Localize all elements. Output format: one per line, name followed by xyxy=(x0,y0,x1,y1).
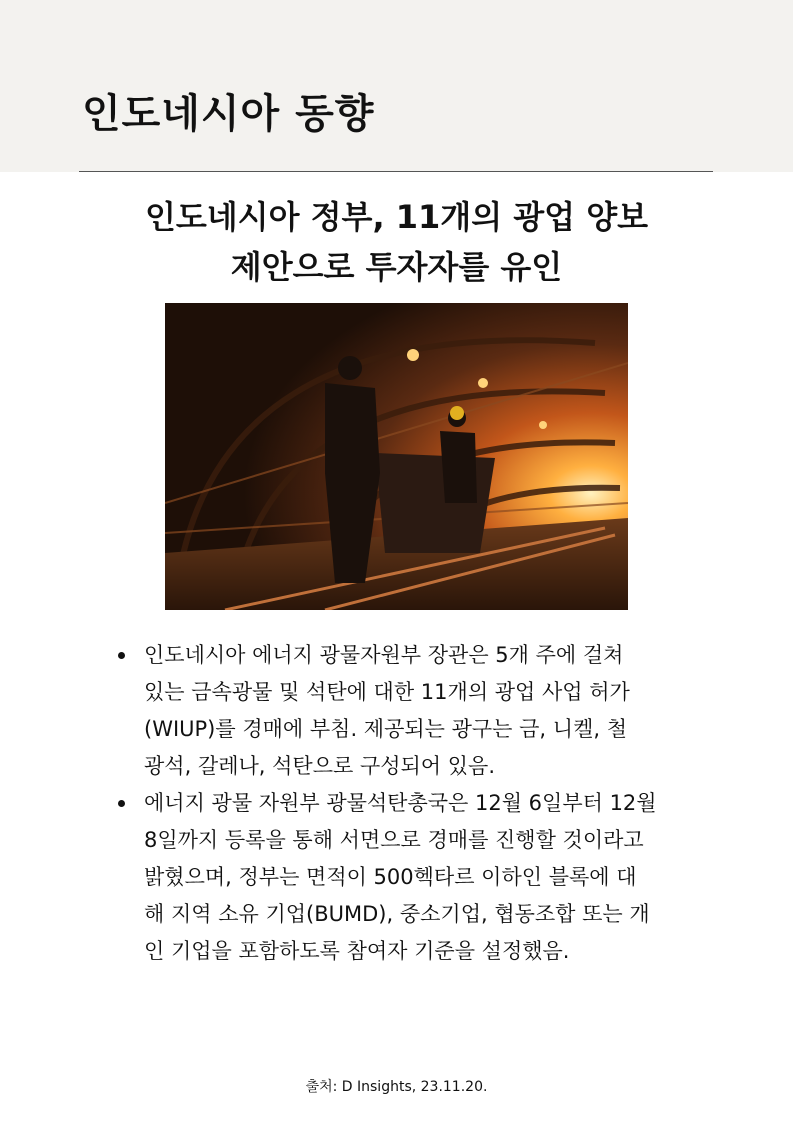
bullet-line: 인도네시아 에너지 광물자원부 장관은 5개 주에 걸쳐 xyxy=(144,643,624,667)
bullet-line: 에너지 광물 자원부 광물석탄총국은 12월 6일부터 12월 xyxy=(144,791,657,815)
header-divider xyxy=(79,171,713,172)
bullet-line: 있는 금속광물 및 석탄에 대한 11개의 광업 사업 허가 xyxy=(144,680,630,704)
article-title xyxy=(80,192,713,292)
article-title-line: 제안으로 투자자를 유인 xyxy=(230,248,563,286)
bullet-dot xyxy=(118,800,125,807)
bullet-line: (WIUP)를 경매에 부침. 제공되는 광구는 금, 니켈, 철 xyxy=(144,717,627,741)
page-title: 인도네시아 동향 xyxy=(82,91,375,137)
source-citation: 출처: D Insights, 23.11.20. xyxy=(305,1079,488,1095)
article-title-line: 인도네시아 정부, 11개의 광업 양보 xyxy=(144,198,649,236)
bullet-line: 인 기업을 포함하도록 참여자 기준을 설정했음. xyxy=(144,939,570,963)
bullet-line: 해 지역 소유 기업(BUMD), 중소기업, 협동조합 또는 개 xyxy=(144,902,650,926)
bullet-list xyxy=(116,637,676,970)
bullet-item xyxy=(116,785,676,970)
mine-tunnel-photo xyxy=(165,303,628,610)
bullet-line: 8일까지 등록을 통해 서면으로 경매를 진행할 것이라고 xyxy=(144,828,644,852)
bullet-dot xyxy=(118,652,125,659)
bullet-line: 밝혔으며, 정부는 면적이 500헥타르 이하인 블록에 대 xyxy=(144,865,637,889)
bullet-line: 광석, 갈레나, 석탄으로 구성되어 있음. xyxy=(144,754,496,778)
mine-tunnel-illustration xyxy=(165,303,628,610)
bullet-item xyxy=(116,637,676,785)
